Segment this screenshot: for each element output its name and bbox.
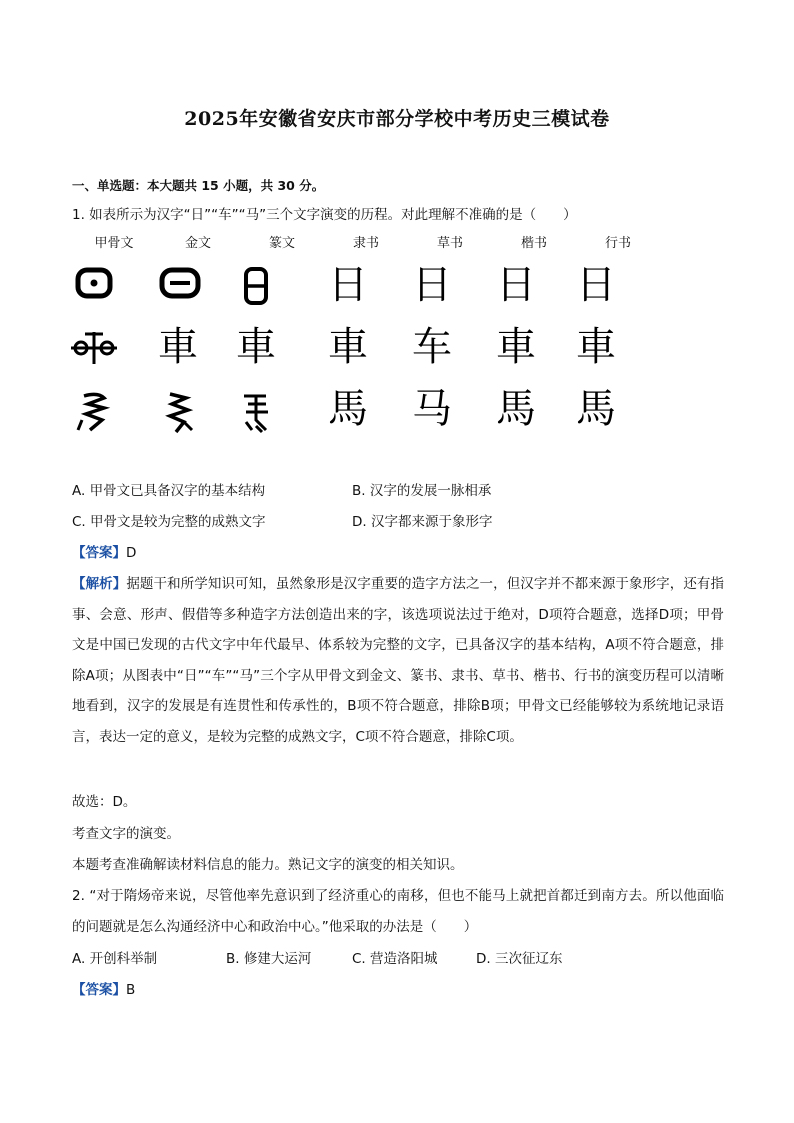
answer-value: D bbox=[126, 545, 137, 561]
analysis-label: 【解析】 bbox=[72, 576, 127, 592]
glyph-ma-jiaguwen bbox=[64, 382, 124, 436]
glyph-ri-jiaguwen bbox=[64, 258, 124, 312]
answer-label: 【答案】 bbox=[72, 982, 126, 998]
answer-label: 【答案】 bbox=[72, 545, 126, 561]
header-jiaguwen: 甲骨文 bbox=[94, 236, 134, 251]
header-jinwen: 金文 bbox=[184, 236, 211, 251]
glyph-che-lishu: 車 bbox=[328, 324, 368, 370]
glyph-che-jiaguwen bbox=[64, 320, 124, 374]
q2-answer bbox=[72, 980, 135, 1000]
answer-value: B bbox=[126, 982, 136, 998]
glyph-che-xingshu: 車 bbox=[576, 324, 616, 370]
header-caoshu: 草书 bbox=[436, 236, 463, 251]
glyph-ma-zhuanwen bbox=[226, 382, 286, 436]
glyph-ri-caoshu: 日 bbox=[412, 262, 452, 308]
glyph-ri-xingshu: 日 bbox=[576, 262, 616, 308]
question-2-stem: 2. “对于隋炀帝来说，尽管他率先意识到了经济重心的南移，但也不能马上就把首都迁到南方去。所以他面临的问题就是怎么沟通经济中心和政治中心。”他采取的办法是（ ） bbox=[72, 888, 724, 935]
glyph-che-caoshu: 车 bbox=[412, 324, 452, 370]
glyph-ri-jinwen bbox=[150, 258, 210, 312]
script-type-headers bbox=[0, 232, 794, 252]
glyph-ri-kaishu: 日 bbox=[496, 262, 536, 308]
glyph-ma-lishu: 馬 bbox=[328, 386, 368, 432]
q1-answer bbox=[72, 543, 136, 563]
glyph-ma-xingshu: 馬 bbox=[576, 386, 616, 432]
glyph-che-kaishu: 車 bbox=[496, 324, 536, 370]
glyph-ri-zhuanwen bbox=[226, 258, 286, 312]
glyph-ma-jinwen bbox=[148, 382, 208, 436]
section-heading: 一、单选题：本大题共 15 小题，共 30 分。 bbox=[72, 178, 325, 193]
q2-option-c: C. 营造洛阳城 bbox=[352, 951, 438, 967]
header-lishu: 隶书 bbox=[352, 236, 379, 251]
q2-option-b: B. 修建大运河 bbox=[226, 951, 312, 967]
q1-option-c: C. 甲骨文是较为完整的成熟文字 bbox=[72, 514, 266, 530]
q1-option-b: B. 汉字的发展一脉相承 bbox=[352, 483, 492, 499]
question-1-stem: 1. 如表所示为汉字“日”“车”“马”三个文字演变的历程。对此理解不准确的是（ ） bbox=[72, 207, 577, 223]
q2-option-a: A. 开创科举制 bbox=[72, 951, 158, 967]
header-zhuanwen: 篆文 bbox=[268, 236, 295, 251]
analysis-text: 据题干和所学知识可知，虽然象形是汉字重要的造字方法之一，但汉字并不都来源于象形字，还有指事、会意、形声、假借等多种造字方法创造出来的字，该选项说法过于绝对，D项符合题意，选择D项；甲骨文是中国已发现的古代文字中年代最早、体系较为完整的文字，已具备汉字的基本结构，A项不符合题意，排除A项；从图表中“日”“车”“马”三个字从甲骨文到金文、篆书、隶书、草书、楷书、行书的演变历程可以清晰地看到，汉字的发展是有连贯性和传承性的，B项不符合题意，排除B项；甲骨文已经能够较为系统地记录语言，表达一定的意义，是较为完整的成熟文字，C项不符合题意，排除C项。 bbox=[72, 576, 725, 745]
glyph-ma-caoshu: 马 bbox=[412, 386, 452, 432]
glyph-ri-lishu: 日 bbox=[328, 262, 368, 308]
header-kaishu: 楷书 bbox=[520, 236, 547, 251]
glyph-che-jinwen: 車 bbox=[158, 324, 198, 370]
glyph-che-zhuanwen: 車 bbox=[236, 324, 276, 370]
glyph-ma-kaishu: 馬 bbox=[496, 386, 536, 432]
character-evolution-grid bbox=[0, 258, 794, 438]
q1-option-a: A. 甲骨文已具备汉字的基本结构 bbox=[72, 483, 266, 499]
q1-option-d: D. 汉字都来源于象形字 bbox=[352, 514, 493, 530]
q1-note: 本题考查准确解读材料信息的能力。熟记文字的演变的相关知识。 bbox=[72, 857, 464, 873]
header-xingshu: 行书 bbox=[604, 236, 631, 251]
page-title: 2025年安徽省安庆市部分学校中考历史三模试卷 bbox=[184, 108, 610, 130]
q1-analysis bbox=[72, 569, 724, 752]
q1-topic: 考查文字的演变。 bbox=[72, 826, 180, 842]
q2-option-d: D. 三次征辽东 bbox=[476, 951, 563, 967]
q1-choose: 故选：D。 bbox=[72, 794, 137, 810]
